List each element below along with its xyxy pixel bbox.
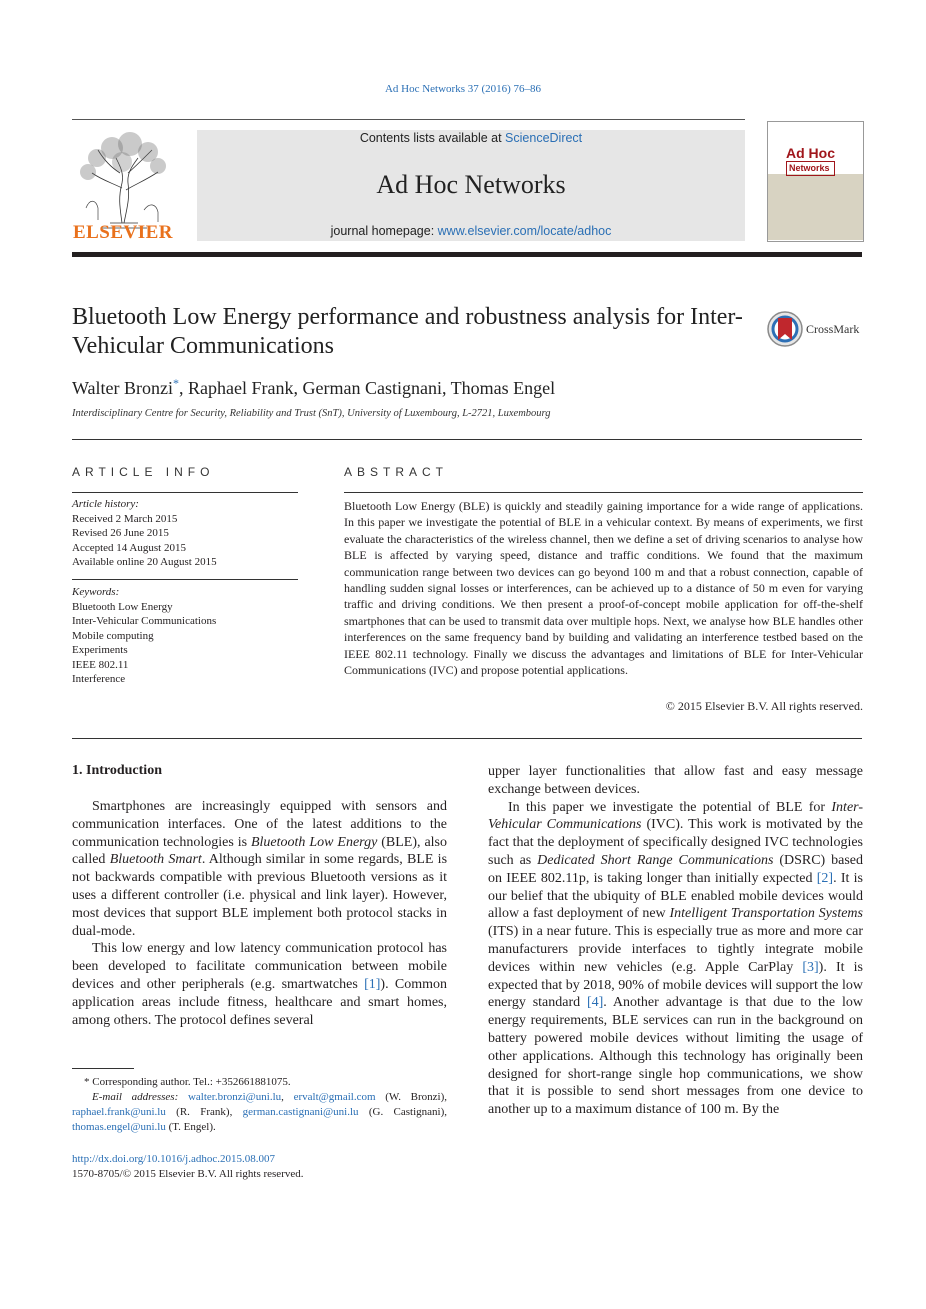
section-heading-introduction: 1. Introduction — [72, 763, 162, 778]
keywords — [72, 585, 298, 687]
email-sep: (R. Frank), — [165, 1106, 243, 1118]
text: ). Common application areas include fitness, healthcare and smart homes, among others. The protocol defines several — [72, 976, 447, 1028]
abstract-copyright: © 2015 Elsevier B.V. All rights reserved. — [665, 699, 863, 713]
corresponding-author-note — [72, 1075, 447, 1090]
keyword: Interference — [72, 673, 126, 685]
journal-name: Ad Hoc Networks — [376, 170, 566, 199]
email-link[interactable]: thomas.engel@uni.lu — [72, 1121, 166, 1133]
email-label: E-mail addresses: — [92, 1091, 188, 1103]
paragraph — [72, 940, 447, 1029]
cover-title-line-1: Ad Hoc — [786, 145, 835, 161]
abstract-text: Bluetooth Low Energy (BLE) is quickly and steadily gaining importance for a wide range of applications. In this paper we investigate the potential of BLE in a vehicular context. By means of experiments, we first evaluate the characteristics of the wireless channel, then we define a set of driving scenarios to analyse how BLE is affected by varying speed, distance and traffic conditions. We found that the maximum communication range between two devices can go beyond 100 m and that a robust connection, capable of handling sudden signal losses or interferences, can be achieved up to a distance of 50 m even for varying traffic and driving conditions. We then present a proof-of-concept mobile application for off-the-shelf smartphones that can be used to transmit data over multiple hops. Next, we analyse how BLE handles other interferences on the same frequency band by building and validating an interference testbed based on the IEEE 802.11 technology. Finally we discuss the advantages and limitations of BLE for Inter-Vehicular Communications (IVC) and propose potential applications. — [344, 499, 863, 678]
sciencedirect-link[interactable]: ScienceDirect — [505, 131, 583, 145]
footnote-mark: * — [84, 1076, 90, 1088]
text: In this paper we investigate the potential of BLE for — [508, 799, 832, 815]
body-left-column — [72, 798, 447, 1029]
term: Bluetooth Low Energy — [250, 834, 378, 850]
article-title: Bluetooth Low Energy performance and robustness analysis for Inter-Vehicular Communications — [72, 304, 743, 359]
affiliation: Interdisciplinary Centre for Security, Reliability and Trust (SnT), University of Luxembourg, L-2721, Luxembourg — [72, 408, 551, 419]
cover-title-line-2: Networks — [786, 161, 835, 176]
history-accepted: Accepted 14 August 2015 — [72, 541, 186, 554]
reference-link[interactable]: [4] — [586, 995, 604, 1011]
crossmark-label[interactable]: CrossMark — [806, 322, 860, 336]
abstract-heading: ABSTRACT — [344, 465, 449, 479]
header-rule — [72, 119, 745, 120]
email-addresses — [72, 1090, 447, 1135]
footnote-rule — [72, 1068, 134, 1069]
text: (DSRC) based on IEEE 802.11p, is taking longer than initially expected — [488, 852, 863, 886]
text: . Another advantage is that due to the low energy requirements, BLE services can run in the background on battery powered mobile devices without limiting the usage of other applications. Although this technology has originally been designed for short-range single hop communications, we show that it is possible to send short messages from one device to another up to a maximum distance of 100 m. By the — [488, 995, 863, 1118]
abstract-rule — [344, 492, 863, 493]
doi-block — [72, 1152, 472, 1182]
article-info-rule — [72, 492, 298, 493]
reference-link[interactable]: [2] — [816, 870, 834, 886]
author-list — [72, 376, 555, 399]
history-online: Available online 20 August 2015 — [72, 556, 217, 568]
email-link[interactable]: walter.bronzi@uni.lu — [187, 1091, 282, 1103]
text: This low energy and low latency communication protocol has been developed to facilitate communication between mobile devices and other peripherals (e.g. smartwatches — [72, 941, 447, 992]
keywords-rule — [72, 579, 298, 580]
text: Smartphones are increasingly equipped with sensors and communication interfaces. One of the latest additions to the communication technologies is — [72, 799, 447, 850]
issn-line: 1570-8705/© 2015 Elsevier B.V. All rights reserved. — [72, 1168, 304, 1180]
history-received: Received 2 March 2015 — [72, 512, 178, 525]
body-right-column — [488, 763, 863, 1119]
keyword: IEEE 802.11 — [72, 658, 129, 671]
doi-link[interactable]: http://dx.doi.org/10.1016/j.adhoc.2015.08.007 — [72, 1153, 275, 1165]
header-thick-rule — [72, 252, 862, 257]
text: . It is our belief that the ubiquity of BLE enabled mobile devices would allow a fast deployment of new — [488, 870, 864, 922]
homepage-line — [197, 224, 745, 238]
elsevier-wordmark: ELSEVIER — [72, 222, 174, 243]
author-rest: , Raphael Frank, German Castignani, Thomas Engel — [179, 378, 556, 398]
paragraph — [488, 799, 863, 1119]
contents-line — [197, 131, 745, 145]
term: Dedicated Short Range Communications — [537, 852, 774, 868]
corresponding-author-mark[interactable]: * — [173, 376, 180, 390]
contents-prefix: Contents lists available at — [359, 131, 506, 145]
paragraph — [72, 798, 447, 940]
keyword: Inter-Vehicular Communications — [72, 615, 217, 627]
footnote-block — [72, 1075, 447, 1135]
email-sep: (G. Castignani), — [358, 1106, 447, 1118]
keyword: Mobile computing — [72, 629, 154, 642]
reference-link[interactable]: [3] — [802, 959, 819, 975]
corresponding-text: Corresponding author. Tel.: +352661881075. — [92, 1076, 291, 1088]
text: (ITS) in a near future. This is especially true as more and more car manufacturers provide interfaces to tightly integrate mobile devices within new vehicles (e.g. Apple CarPlay — [488, 924, 863, 975]
cover-band — [768, 174, 863, 240]
article-history — [72, 497, 298, 570]
email-link[interactable]: raphael.frank@uni.lu — [72, 1106, 166, 1118]
email-sep: (T. Engel). — [165, 1121, 216, 1133]
keyword: Bluetooth Low Energy — [72, 600, 173, 613]
journal-cover-thumbnail[interactable] — [767, 121, 864, 242]
article-info-heading: ARTICLE INFO — [72, 465, 215, 479]
text: (BLE), also called — [72, 834, 448, 868]
article-history-label: Article history: — [72, 498, 139, 510]
term: Inter-Vehicular Communications — [488, 799, 863, 833]
history-revised: Revised 26 June 2015 — [72, 527, 169, 539]
email-sep: (W. Bronzi), — [375, 1091, 447, 1103]
text: ). It is expected that by 2018, 90% of mobile devices will support the low energy standard — [488, 959, 863, 1011]
term: Intelligent Transportation Systems — [669, 906, 863, 922]
homepage-prefix: journal homepage: — [330, 224, 438, 238]
journal-citation[interactable]: Ad Hoc Networks 37 (2016) 76–86 — [384, 83, 542, 95]
abstract-bottom-rule — [72, 738, 862, 739]
term: Bluetooth Smart — [109, 852, 202, 868]
reference-link[interactable]: [1] — [364, 976, 381, 992]
keywords-label: Keywords: — [72, 586, 120, 598]
info-top-rule — [72, 439, 862, 440]
homepage-link[interactable]: www.elsevier.com/locate/adhoc — [437, 224, 612, 238]
text: . Although similar in some regards, BLE is not backwards compatible with previous Bluetooth versions as it uses a different controller (i.e. physical and link layer). However, most devices that support BLE implement both protocol stacks in dual-mode. — [72, 852, 448, 939]
author-first: Walter Bronzi — [72, 378, 174, 398]
keyword: Experiments — [72, 644, 128, 656]
email-link[interactable]: ervalt@gmail.com — [293, 1091, 376, 1103]
email-sep: , — [281, 1091, 294, 1103]
text: (IVC). This work is motivated by the fact that the deployment of specifically designed IVC technologies such as — [488, 817, 863, 868]
email-link[interactable]: german.castignani@uni.lu — [242, 1106, 359, 1118]
paragraph: upper layer functionalities that allow fast and easy message exchange between devices. — [488, 764, 863, 797]
cover-title — [786, 147, 835, 176]
